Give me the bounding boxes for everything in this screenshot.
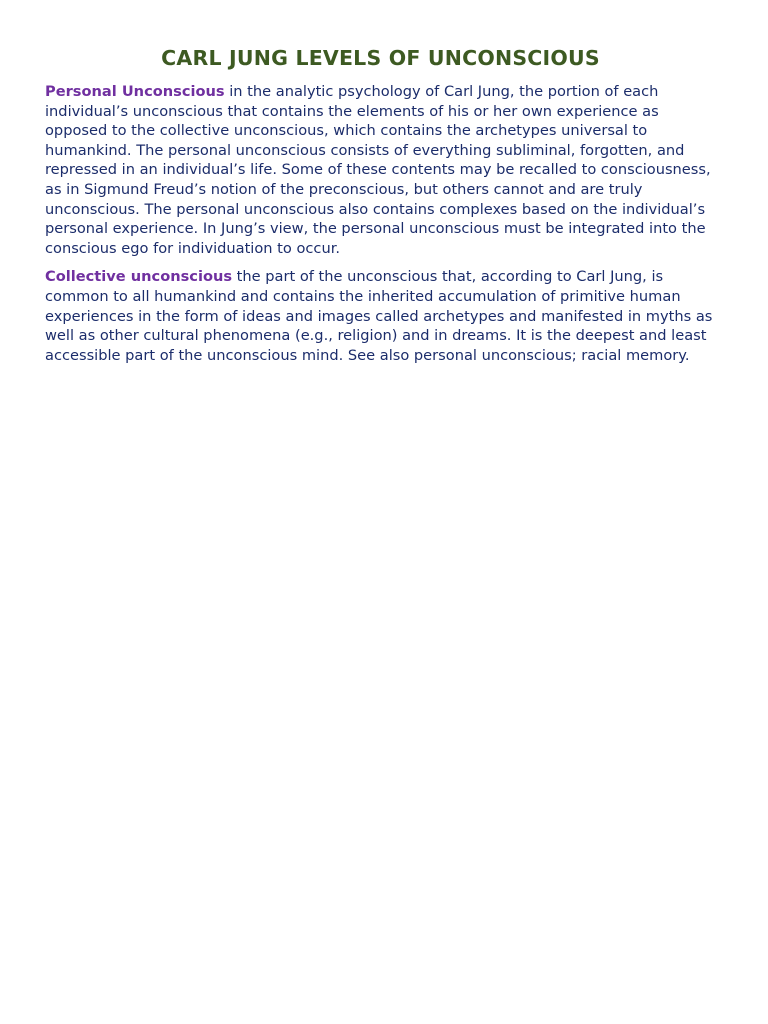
definition-text-personal-unconscious: in the analytic psychology of Carl Jung, the portion of each individual’s unconscious that contains the elements of his or her own experience as opposed to the collective unconscious, which contains the archetypes universal to humankind. The personal unconscious consists of everything subliminal, forgotten, and repressed in an individual’s life. Some of these contents may be recalled to consciousness, as in Sigmund Freud’s notion of the preconscious, but others cannot and are truly unconscious. The personal unconscious also contains complexes based on the individual’s personal experience. In Jung’s view, the personal unconscious must be integrated into the conscious ego for individuation to occur. bbox=[45, 83, 711, 257]
term-personal-unconscious: Personal Unconscious bbox=[45, 83, 225, 100]
definition-text-collective-unconscious: the part of the unconscious that, according to Carl Jung, is common to all humankind and contains the inherited accumulation of primitive human experiences in the form of ideas and images called archetypes and manifested in myths as well as other cultural phenomena (e.g., religion) and in dreams. It is the deepest and least accessible part of the unconscious mind. See also personal unconscious; racial memory. bbox=[45, 268, 713, 364]
definition-personal-unconscious bbox=[45, 82, 716, 258]
term-collective-unconscious: Collective unconscious bbox=[45, 268, 233, 286]
document-title: CARL JUNG LEVELS OF UNCONSCIOUS bbox=[161, 46, 600, 70]
definition-collective-unconscious bbox=[45, 267, 716, 365]
